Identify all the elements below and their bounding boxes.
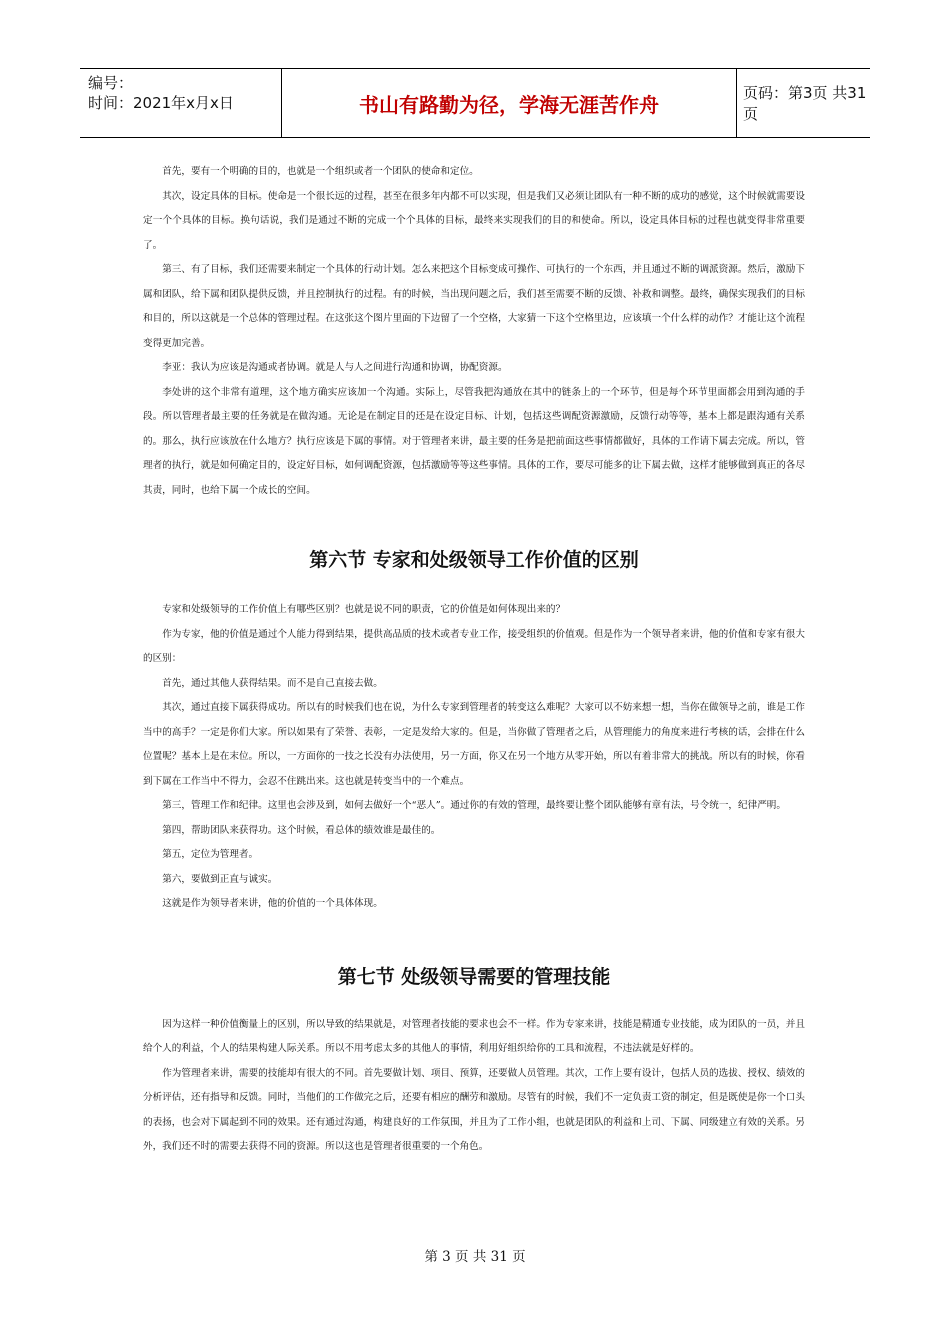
paragraph: 其次，设定具体的目标。使命是一个很长远的过程，甚至在很多年内都不可以实现，但是我们又必须让团队有一种不断的成功的感觉，这个时候就需要设定一个个具体的目标。换句话说，我们是通过不断的完成一个个具体的目标，最终来实现我们的目的和使命。所以，设定具体目标的过程也就变得非常重要了。: [143, 190, 805, 251]
paragraph: 首先，通过其他人获得结果。而不是自己直接去做。: [162, 677, 383, 689]
document-body: [143, 160, 805, 1160]
paragraph: 第五，定位为管理者。: [162, 849, 259, 860]
paragraph: 第六，要做到正直与诚实。: [162, 873, 278, 885]
paragraph: 李亚：我认为应该是沟通或者协调。就是人与人之间进行沟通和协调，协配资源。: [162, 362, 508, 373]
paragraph: 李处讲的这个非常有道理，这个地方确实应该加一个沟通。实际上，尽管我把沟通放在其中的链条上的一个环节，但是每个环节里面都会用到沟通的手段。所以管理者最主要的任务就是在做沟通。无论是在制定目的还是在设定目标、计划，包括这些调配资源激励，反馈行动等等，基本上都是跟沟通有关系的。那么，执行应该放在什么地方？执行应该是下属的事情。对于管理者来讲，最主要的任务是把前面这些事情都做好，具体的工作请下属去完成。所以，管理者的执行，就是如何确定目的，设定好目标，如何调配资源，包括激励等等这些事情。具体的工作，要尽可能多的让下属去做，这样才能够做到真正的各尽其责，同时，也给下属一个成长的空间。: [143, 386, 805, 496]
paragraph: 其次，通过直接下属获得成功。所以有的时候我们也在说，为什么专家到管理者的转变这么难呢？大家可以不妨来想一想，当你在做领导之前，谁是工作当中的高手？一定是你们大家。所以如果有了荣誉、表彰，一定是发给大家的。但是，当你做了管理者之后，从管理能力的角度来进行考核的话，会排在什么位置呢？基本上是在末位。所以，一方面你的一技之长没有办法使用，另一方面，你又在另一个地方从零开始，所以有着非常大的挑战。所以有的时候，你看到下属在工作当中不得力，会忍不住跳出来。这也就是转变当中的一个难点。: [143, 702, 805, 787]
paragraph: 首先，要有一个明确的目的，也就是一个组织或者一个团队的使命和定位。: [162, 166, 479, 177]
paragraph: 这就是作为领导者来讲，他的价值的一个具体体现。: [162, 898, 383, 909]
document-number-label: 编号：: [88, 74, 134, 92]
paragraph: 第三、有了目标，我们还需要来制定一个具体的行动计划。怎么来把这个目标变成可操作、可执行的一个东西，并且通过不断的调派资源。然后，激励下属和团队，给下属和团队提供反馈，并且控制执行的过程。有的时候，当出现问题之后，我们甚至需要不断的反馈、补救和调整。最终，确保实现我们的目标和目的，所以这就是一个总体的管理过程。在这张这个图片里面的下边留了一个空格，大家猜一下这个空格里边，应该填一个什么样的动作？才能让这个流程变得更加完善。: [143, 264, 805, 349]
header-page-label: 页码：第3页 共31页: [743, 84, 867, 123]
section-7-heading: 第七节 处级领导需要的管理技能: [337, 965, 611, 988]
page-footer: 第 3 页 共 31 页: [424, 1249, 526, 1265]
paragraph: 第四，帮助团队来获得功。这个时候，看总体的绩效谁是最佳的。: [162, 824, 441, 836]
paragraph: 作为专家，他的价值是通过个人能力得到结果，提供高品质的技术或者专业工作，接受组织的价值观。但是作为一个领导者来讲，他的价值和专家有很大的区别：: [143, 628, 805, 664]
paragraph: 作为管理者来讲，需要的技能却有很大的不同。首先要做计划、项目、预算，还要做人员管理。其次，工作上要有设计，包括人员的选拔、授权、绩效的分析评估，还有指导和反馈。同时，当他们的工作做完之后，还要有相应的酬劳和激励。尽管有的时候，我们不一定负责工资的制定，但是既使是你一个口头的表扬，也会对下属起到不同的效果。还有通过沟通，构建良好的工作氛围，并且为了工作小组，也就是团队的利益和上司、下属、同级建立有效的关系。另外，我们还不时的需要去获得不同的资源。所以这也是管理者很重要的一个角色。: [143, 1067, 805, 1152]
paragraph: 专家和处级领导的工作价值上有哪些区别？也就是说不同的职责，它的价值是如何体现出来的？: [162, 604, 566, 615]
document-header: [80, 68, 870, 138]
document-time-label: 时间：2021年x月x日: [88, 94, 234, 112]
section-6-heading: 第六节 专家和处级领导工作价值的区别: [309, 549, 639, 571]
header-info-cell: [80, 69, 282, 137]
paragraph: 第三，管理工作和纪律。这里也会涉及到，如何去做好一个“恶人”。通过你的有效的管理，最终要让整个团队能够有章有法，号令统一，纪律严明。: [162, 800, 786, 811]
header-motto: 书山有路勤为径，学海无涯苦作舟: [282, 69, 737, 137]
paragraph: 因为这样一种价值衡量上的区别，所以导致的结果就是，对管理者技能的要求也会不一样。作为专家来讲，技能是精通专业技能，成为团队的一员，并且给个人的利益，个人的结果构建人际关系。所以不用考虑太多的其他人的事情，利用好组织给你的工具和流程，不违法就是好样的。: [143, 1018, 805, 1054]
